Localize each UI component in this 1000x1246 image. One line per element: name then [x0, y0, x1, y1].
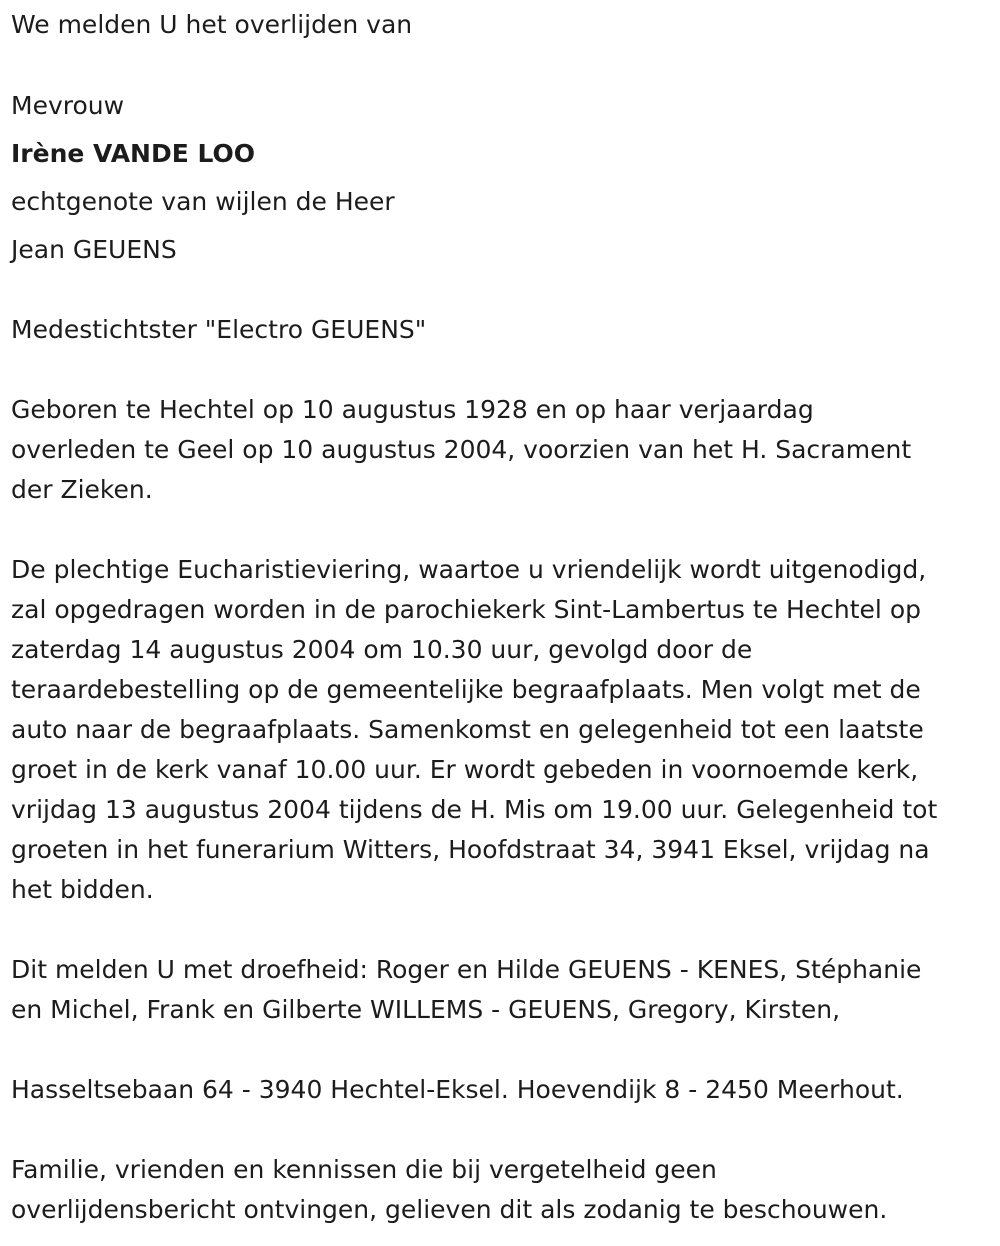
ceremony-paragraph [11, 550, 996, 910]
closing-paragraph [11, 1150, 996, 1230]
paragraph-line: Dit melden U met droefheid: Roger en Hilde GEUENS - KENES, Stéphanie [11, 955, 922, 984]
paragraph-line: groeten in het funerarium Witters, Hoofdstraat 34, 3941 Eksel, vrijdag na [11, 835, 930, 864]
role-line: Medestichtster "Electro GEUENS" [11, 315, 427, 344]
paragraph-line: Geboren te Hechtel op 10 augustus 1928 en op haar verjaardag [11, 395, 814, 424]
paragraph-line: groet in de kerk vanaf 10.00 uur. Er wordt gebeden in voornoemde kerk, [11, 755, 919, 784]
paragraph-line: zal opgedragen worden in de parochiekerk Sint-Lambertus te Hechtel op [11, 595, 921, 624]
title-prefix: Mevrouw [11, 91, 125, 120]
intro-line: We melden U het overlijden van [11, 10, 413, 39]
paragraph-line: De plechtige Eucharistieviering, waartoe u vriendelijk wordt uitgenodigd, [11, 555, 927, 584]
paragraph-line: het bidden. [11, 875, 154, 904]
birth-death-paragraph [11, 390, 996, 510]
addresses-line: Hasseltsebaan 64 - 3940 Hechtel-Eksel. Hoevendijk 8 - 2450 Meerhout. [11, 1075, 904, 1104]
paragraph-line: der Zieken. [11, 475, 153, 504]
paragraph-line: Familie, vrienden en kennissen die bij vergetelheid geen [11, 1155, 717, 1184]
paragraph-line: teraardebestelling op de gemeentelijke begraafplaats. Men volgt met de [11, 675, 921, 704]
paragraph-line: auto naar de begraafplaats. Samenkomst en gelegenheid tot een laatste [11, 715, 924, 744]
family-paragraph [11, 950, 996, 1030]
paragraph-line: vrijdag 13 augustus 2004 tijdens de H. Mis om 19.00 uur. Gelegenheid tot [11, 795, 938, 824]
spouse-line: echtgenote van wijlen de Heer [11, 187, 395, 216]
paragraph-line: en Michel, Frank en Gilberte WILLEMS - GEUENS, Gregory, Kirsten, [11, 995, 841, 1024]
paragraph-line: overleden te Geel op 10 augustus 2004, voorzien van het H. Sacrament [11, 435, 912, 464]
paragraph-line: zaterdag 14 augustus 2004 om 10.30 uur, gevolgd door de [11, 635, 753, 664]
deceased-name: Irène VANDE LOO [11, 139, 256, 168]
spouse-name: Jean GEUENS [11, 235, 177, 264]
paragraph-line: overlijdensbericht ontvingen, gelieven dit als zodanig te beschouwen. [11, 1195, 888, 1224]
